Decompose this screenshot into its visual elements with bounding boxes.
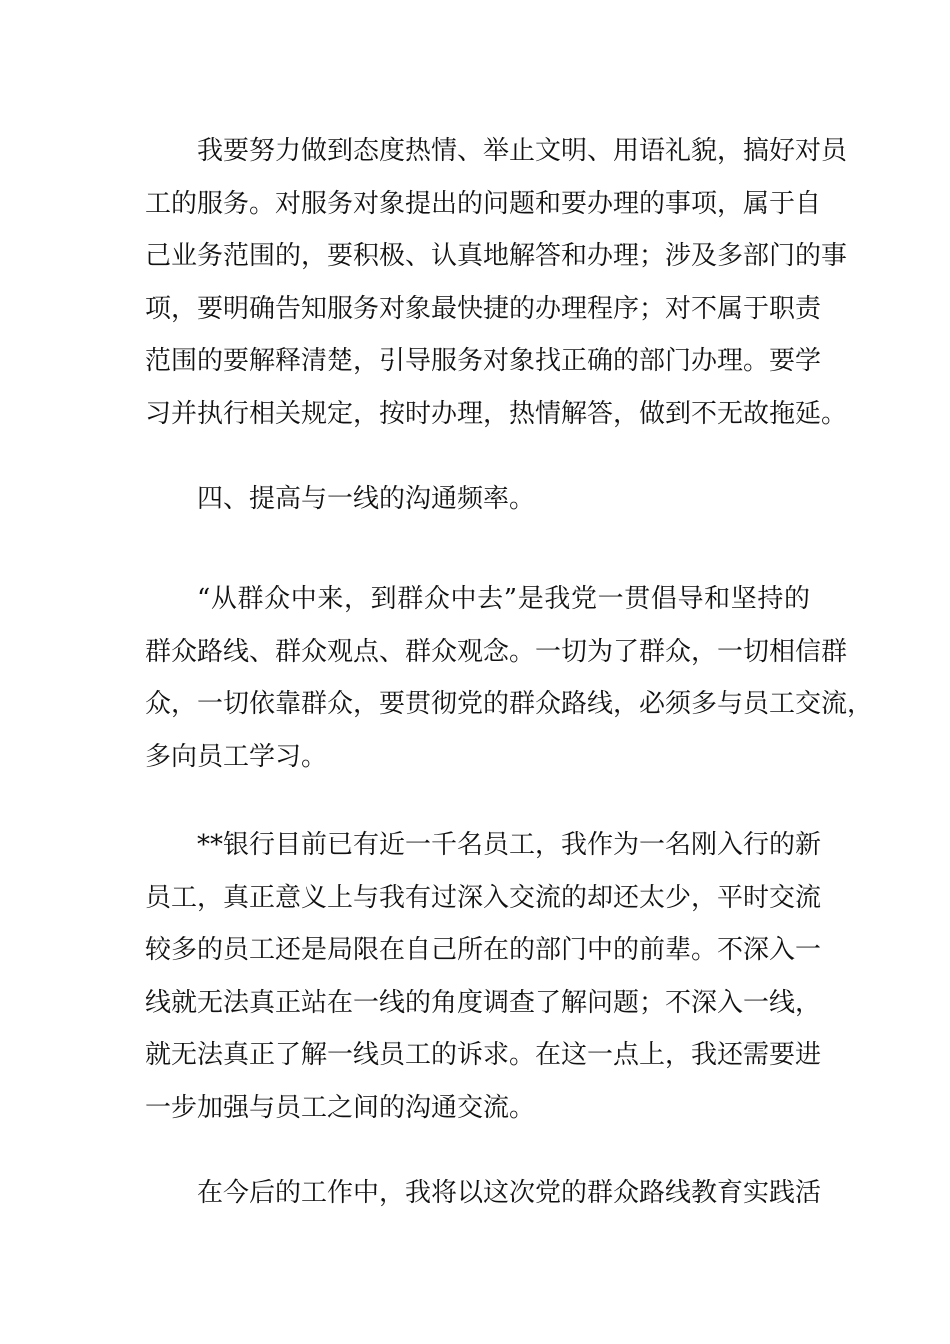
text-line: 较多的员工还是局限在自己所在的部门中的前辈。不深入一 [145, 935, 822, 965]
text-line: 群众路线、群众观点、群众观念。一切为了群众，一切相信群 [145, 636, 848, 667]
paragraph-bank-staff [145, 819, 822, 1134]
text-line: 习并执行相关规定，按时办理，热情解答，做到不无故拖延。 [145, 398, 848, 429]
text-line: 就无法真正了解一线员工的诉求。在这一点上，我还需要进 [145, 1040, 822, 1070]
text-line: 我要努力做到态度热情、举止文明、用语礼貌，搞好对员 [197, 136, 848, 166]
text-line: 一步加强与员工之间的沟通交流。 [145, 1092, 536, 1123]
text-line: 项，要明确告知服务对象最快捷的办理程序；对不属于职责 [145, 293, 822, 324]
paragraph-mass-line [145, 573, 874, 783]
paragraph-service-attitude [145, 125, 848, 440]
text-line: 己业务范围的，要积极、认真地解答和办理；涉及多部门的事 [145, 241, 848, 271]
section-heading [145, 473, 810, 526]
text-line: “从群众中来，到群众中去”是我党一贯倡导和坚持的 [197, 584, 810, 614]
text-line: 工的服务。对服务对象提出的问题和要办理的事项，属于自 [145, 188, 822, 219]
text-line: 范围的要解释清楚，引导服务对象找正确的部门办理。要学 [145, 346, 822, 376]
paragraph-future-work [145, 1167, 822, 1220]
text-line: 众，一切依靠群众，要贯彻党的群众路线，必须多与员工交流， [145, 689, 874, 719]
text-line: 线就无法真正站在一线的角度调查了解问题；不深入一线， [145, 987, 822, 1018]
text-line: 员工，真正意义上与我有过深入交流的却还太少，平时交流 [145, 882, 822, 913]
text-line: 在今后的工作中，我将以这次党的群众路线教育实践活 [197, 1178, 822, 1208]
heading-text: 四、提高与一线的沟通频率。 [197, 484, 536, 514]
text-line: 多向员工学习。 [145, 741, 328, 772]
text-line: **银行目前已有近一千名员工，我作为一名刚入行的新 [197, 830, 822, 860]
